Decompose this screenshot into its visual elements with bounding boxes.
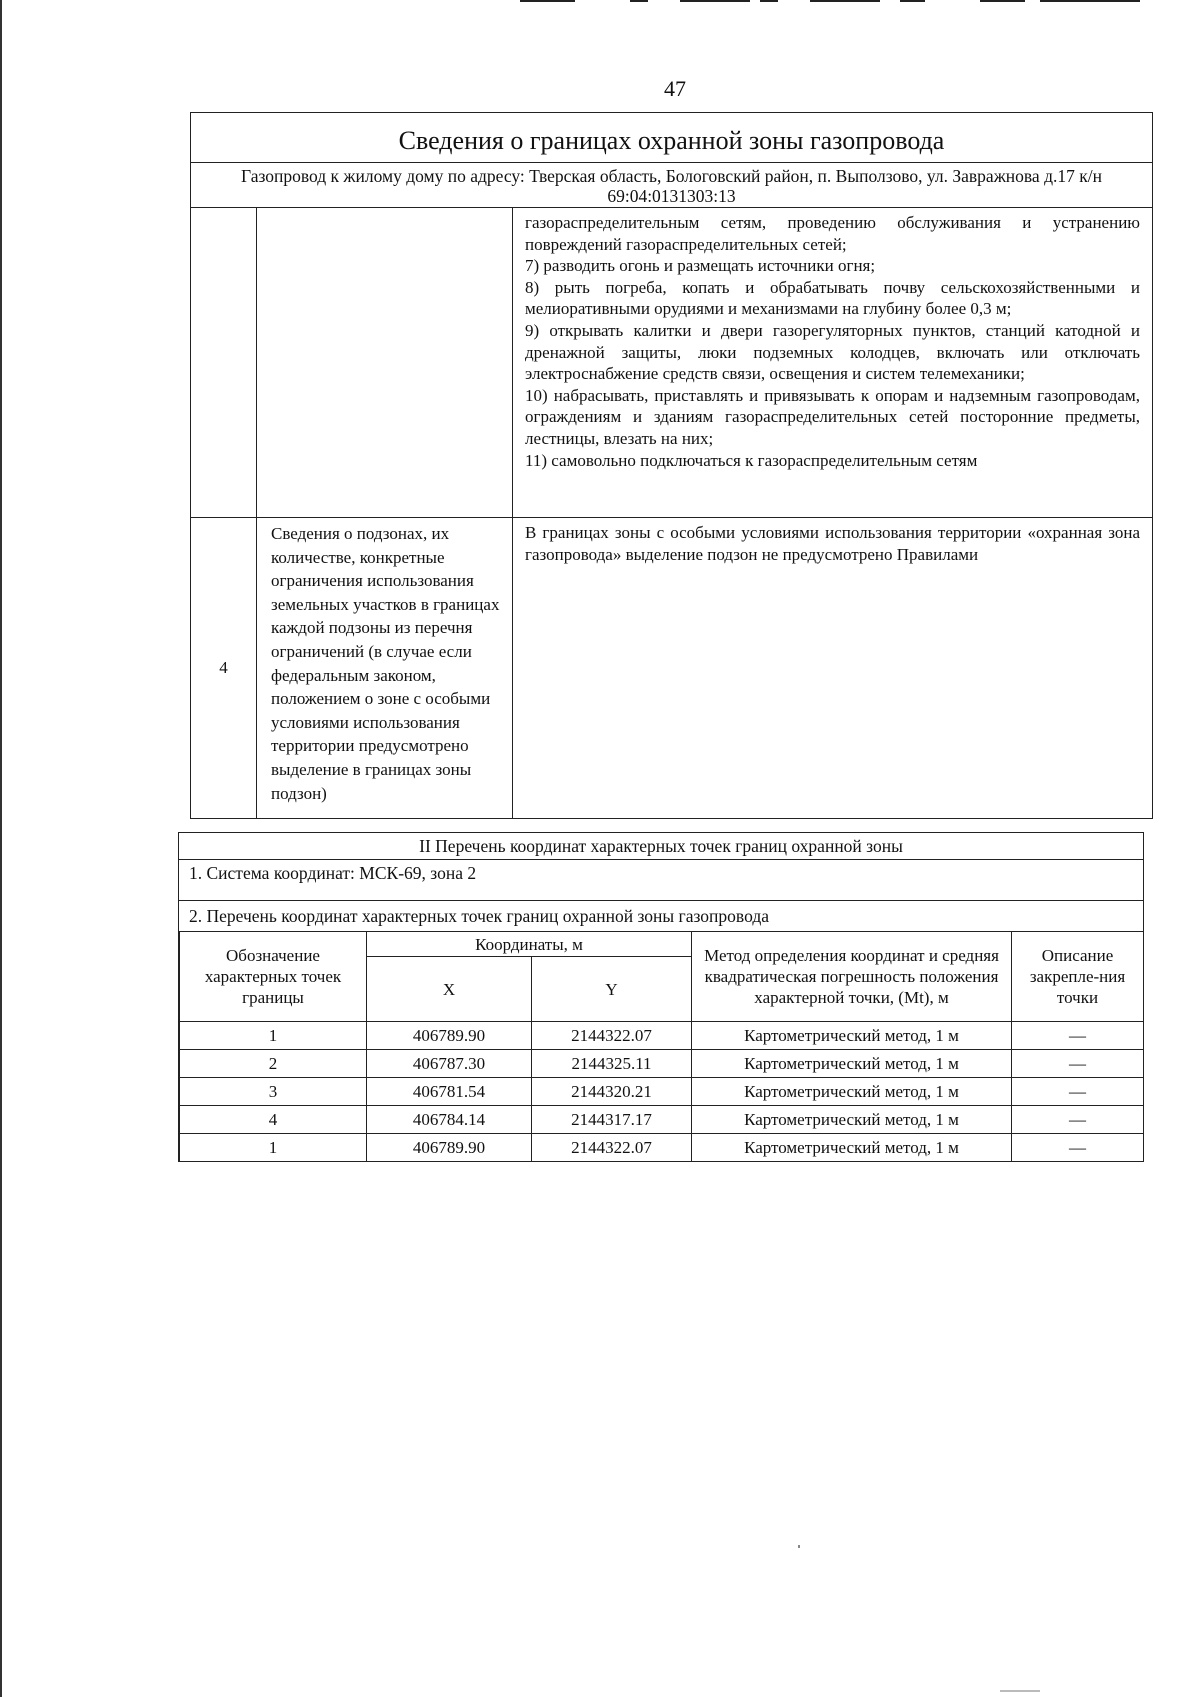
cell-method: Картометрический метод, 1 м: [692, 1106, 1012, 1134]
restriction-item: 9) открывать калитки и двери газорегуляторных пунктов, станций катодной и дренажной защиты, люки подземных колодцев, включать или отключать электроснабжение средств связи, освещения и систем телемеханики;: [525, 320, 1140, 384]
header-method: Метод определения координат и средняя квадратическая погрешность положения характерной точки, (Mt), м: [692, 932, 1012, 1022]
cell-y: 2144322.07: [532, 1134, 692, 1162]
page-number: 47: [664, 76, 686, 101]
cell-point: 1: [180, 1134, 367, 1162]
table-row: [180, 1022, 1144, 1050]
restrictions-text: [513, 208, 1152, 517]
cell-x: 406784.14: [367, 1106, 532, 1134]
coordinates-table: [179, 931, 1144, 1162]
cell-description: —: [1012, 1078, 1144, 1106]
header-point: Обозначение характерных точек границы: [180, 932, 367, 1022]
cell-point: 1: [180, 1022, 367, 1050]
cell-x: 406781.54: [367, 1078, 532, 1106]
table-row: [180, 1078, 1144, 1106]
table-row-restrictions: [191, 208, 1152, 518]
row-number: 4: [191, 518, 257, 818]
cell-method: Картометрический метод, 1 м: [692, 1022, 1012, 1050]
header-x: X: [367, 957, 532, 1022]
table-row: [180, 1050, 1144, 1078]
cell-x: 406789.90: [367, 1134, 532, 1162]
cell-description: —: [1012, 1022, 1144, 1050]
scan-top-marks: [520, 0, 1140, 3]
cell-y: 2144322.07: [532, 1022, 692, 1050]
scan-speck: [1000, 1690, 1040, 1692]
table-row: [180, 1134, 1144, 1162]
cell-x: 406787.30: [367, 1050, 532, 1078]
document-subtitle: Газопровод к жилому дому по адресу: Тверская область, Бологовский район, п. Выползово, ул. Завражнова д.17 к/н 69:04:0131303:13: [191, 163, 1152, 208]
cell-method: Картометрический метод, 1 м: [692, 1078, 1012, 1106]
cell-y: 2144320.21: [532, 1078, 692, 1106]
cell-point: 4: [180, 1106, 367, 1134]
section-title: II Перечень координат характерных точек границ охранной зоны: [179, 833, 1143, 860]
cell-method: Картометрический метод, 1 м: [692, 1134, 1012, 1162]
zone-info-table: [190, 112, 1153, 819]
cell-description: —: [1012, 1134, 1144, 1162]
cell-y: 2144317.17: [532, 1106, 692, 1134]
cell-point: 3: [180, 1078, 367, 1106]
row-name: [257, 208, 513, 517]
restriction-item: 11) самовольно подключаться к газораспределительным сетям: [525, 450, 978, 470]
cell-description: —: [1012, 1106, 1144, 1134]
table-row: [180, 1106, 1144, 1134]
coordinates-section: [178, 832, 1144, 1162]
cell-point: 2: [180, 1050, 367, 1078]
header-coordinates: Координаты, м: [367, 932, 692, 957]
restriction-item: 10) набрасывать, приставлять и привязывать к опорам и надземным газопроводам, ограждениям и зданиям газораспределительных сетей посторонние предметы, лестницы, влезать на них;: [525, 385, 1140, 448]
cell-description: —: [1012, 1050, 1144, 1078]
document-title: Сведения о границах охранной зоны газопровода: [191, 113, 1152, 163]
restriction-item: 7) разводить огонь и размещать источники огня;: [525, 256, 876, 276]
coordinate-system: 1. Система координат: МСК-69, зона 2: [179, 860, 1143, 901]
row-number: [191, 208, 257, 517]
restriction-item: 8) рыть погреба, копать и обрабатывать почву сельскохозяйственными и мелиоративными орудиями и механизмами на глубину более 0,3 м;: [525, 277, 1140, 319]
coordinates-list-title: 2. Перечень координат характерных точек границ охранной зоны газопровода: [189, 906, 769, 926]
restriction-item: газораспределительным сетям, проведению обслуживания и устранению повреждений газораспределительных сетей;: [525, 213, 1140, 254]
cell-method: Картометрический метод, 1 м: [692, 1050, 1012, 1078]
cell-x: 406789.90: [367, 1022, 532, 1050]
scan-speck: [798, 1545, 800, 1548]
scan-left-edge: [0, 0, 2, 1697]
header-description: Описание закрепле-ния точки: [1012, 932, 1144, 1022]
subzones-text: В границах зоны с особыми условиями использования территории «охранная зона газопровода» выделение подзон не предусмотрено Правилами: [525, 523, 1140, 564]
cell-y: 2144325.11: [532, 1050, 692, 1078]
header-y: Y: [532, 957, 692, 1022]
row-name: Сведения о подзонах, их количестве, конкретные ограничения использования земельных участков в границах каждой подзоны из перечня ограничений (в случае если федеральным законом, положением о зоне с особыми условиями использования территории предусмотрено выделение в границах зоны подзон): [257, 518, 513, 818]
table-row-subzones: [191, 518, 1152, 818]
